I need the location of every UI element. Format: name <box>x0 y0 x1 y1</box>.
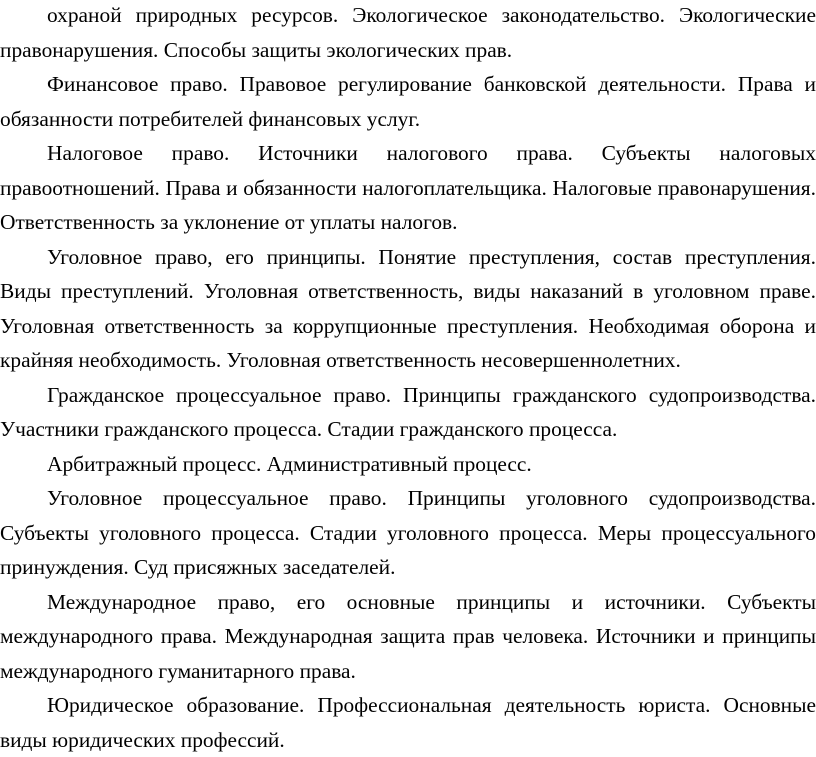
paragraph-criminal-law: Уголовное право, его принципы. Понятие преступления, состав преступления. Виды преступлений. Уголовная ответственность, виды наказаний в уголовном праве. Уголовная ответственность за коррупционные преступления. Необходимая оборона и крайняя необходимость. Уголовная ответственность несовершеннолетних. <box>0 244 816 372</box>
paragraph-international-law: Международное право, его основные принципы и источники. Субъекты международного права. Международная защита прав человека. Источники и принципы международного гуманитарного права. <box>0 589 816 683</box>
paragraph-arbitration-administrative: Арбитражный процесс. Административный процесс. <box>47 451 532 476</box>
paragraph-ecology-continued: охраной природных ресурсов. Экологическое законодательство. Экологические правонарушения. Способы защиты экологических прав. <box>0 3 816 62</box>
paragraph-criminal-procedure: Уголовное процессуальное право. Принципы уголовного судопроизводства. Субъекты уголовного процесса. Стадии уголовного процесса. Меры процессуального принуждения. Суд присяжных заседателей. <box>0 486 816 579</box>
paragraph-financial-law: Финансовое право. Правовое регулирование банковской деятельности. Права и обязанности потребителей финансовых услуг. <box>0 72 816 131</box>
paragraph-civil-procedure: Гражданское процессуальное право. Принципы гражданского судопроизводства. Участники гражданского процесса. Стадии гражданского процесса. <box>0 382 816 441</box>
paragraph-tax-law: Налоговое право. Источники налогового права. Субъекты налоговых правоотношений. Права и обязанности налогоплательщика. Налоговые правонарушения. Ответственность за уклонение от уплаты налогов. <box>0 141 816 234</box>
paragraph-legal-education: Юридическое образование. Профессиональная деятельность юриста. Основные виды юридических профессий. <box>0 693 816 752</box>
